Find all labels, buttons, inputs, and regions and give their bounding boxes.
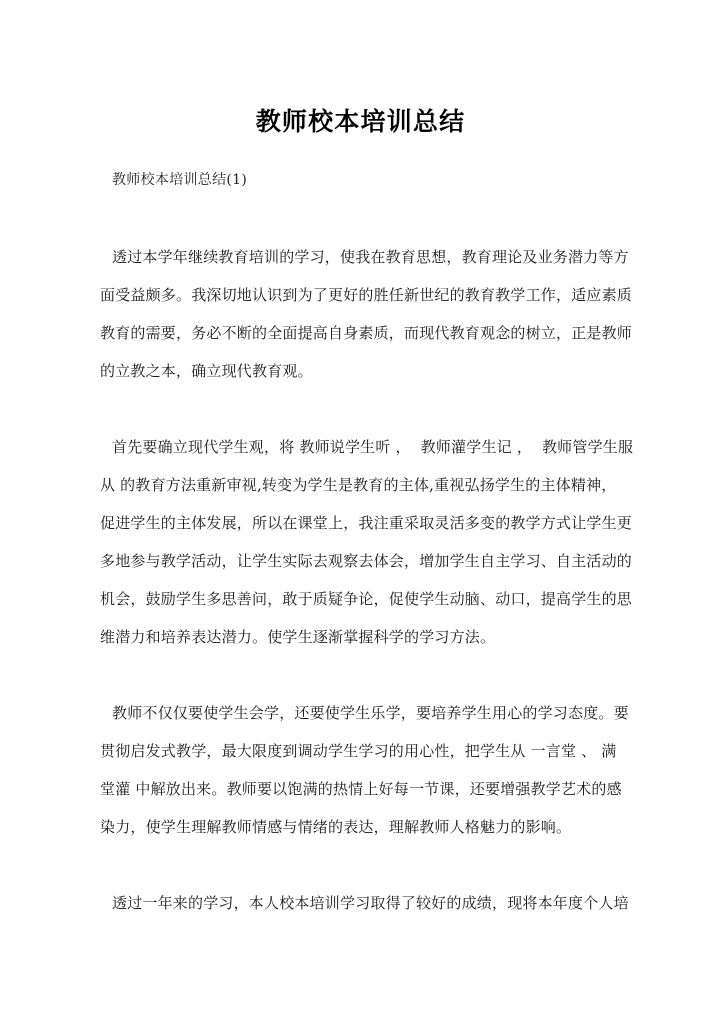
page-title: 教师校本培训总结 [255, 106, 466, 136]
paragraph-line: 面受益颇多。我深切地认识到为了更好的胜任新世纪的教育教学工作，适应素质 [100, 286, 633, 304]
paragraph-line: 透过本学年继续教育培训的学习，使我在教育思想，教育理论及业务潜力等方 [112, 248, 629, 266]
paragraph-line: 首先要确立现代学生观，将 教师说学生听 ， 教师灌学生记 ， 教师管学生服 [112, 438, 634, 456]
paragraph-3 [100, 694, 628, 846]
paragraph-line: 多地参与教学活动，让学生实际去观察去体会，增加学生自主学习、自主活动的 [100, 552, 633, 570]
paragraph-line: 贯彻启发式教学，最大限度到调动学生学习的用心性，把学生从 一言堂 、 满 [100, 742, 617, 760]
paragraph-line: 机会，鼓励学生多思善问，敢于质疑争论，促使学生动脑、动口，提高学生的思 [100, 590, 633, 608]
paragraph-line: 教育的需要，务必不断的全面提高自身素质，而现代教育观念的树立，正是教师 [100, 324, 633, 342]
paragraph-line: 教师不仅仅要使学生会学，还要使学生乐学，要培养学生用心的学习态度。要 [112, 704, 629, 722]
paragraph-line: 堂灌 中解放出来。教师要以饱满的热情上好每一节课，还要增强教学艺术的感 [100, 780, 622, 798]
document-body [100, 238, 634, 922]
document-subtitle: 教师校本培训总结(1) [112, 172, 248, 188]
paragraph-4 [100, 884, 628, 922]
paragraph-line: 透过一年来的学习，本人校本培训学习取得了较好的成绩，现将本年度个人培 [112, 894, 629, 912]
paragraph-line: 染力，使学生理解教师情感与情绪的表达，理解教师人格魅力的影响。 [100, 818, 572, 836]
paragraph-1 [100, 238, 633, 390]
paragraph-line: 促进学生的主体发展，所以在课堂上，我注重采取灵活多变的教学方式让学生更 [100, 514, 633, 532]
paragraph-2 [100, 428, 634, 656]
paragraph-line: 维潜力和培养表达潜力。使学生逐渐掌握科学的学习方法。 [100, 628, 496, 646]
paragraph-line: 的立教之本，确立现代教育观。 [100, 362, 313, 380]
paragraph-line: 从 的教育方法重新审视,转变为学生是教育的主体,重视弘扬学生的主体精神， [100, 476, 617, 494]
